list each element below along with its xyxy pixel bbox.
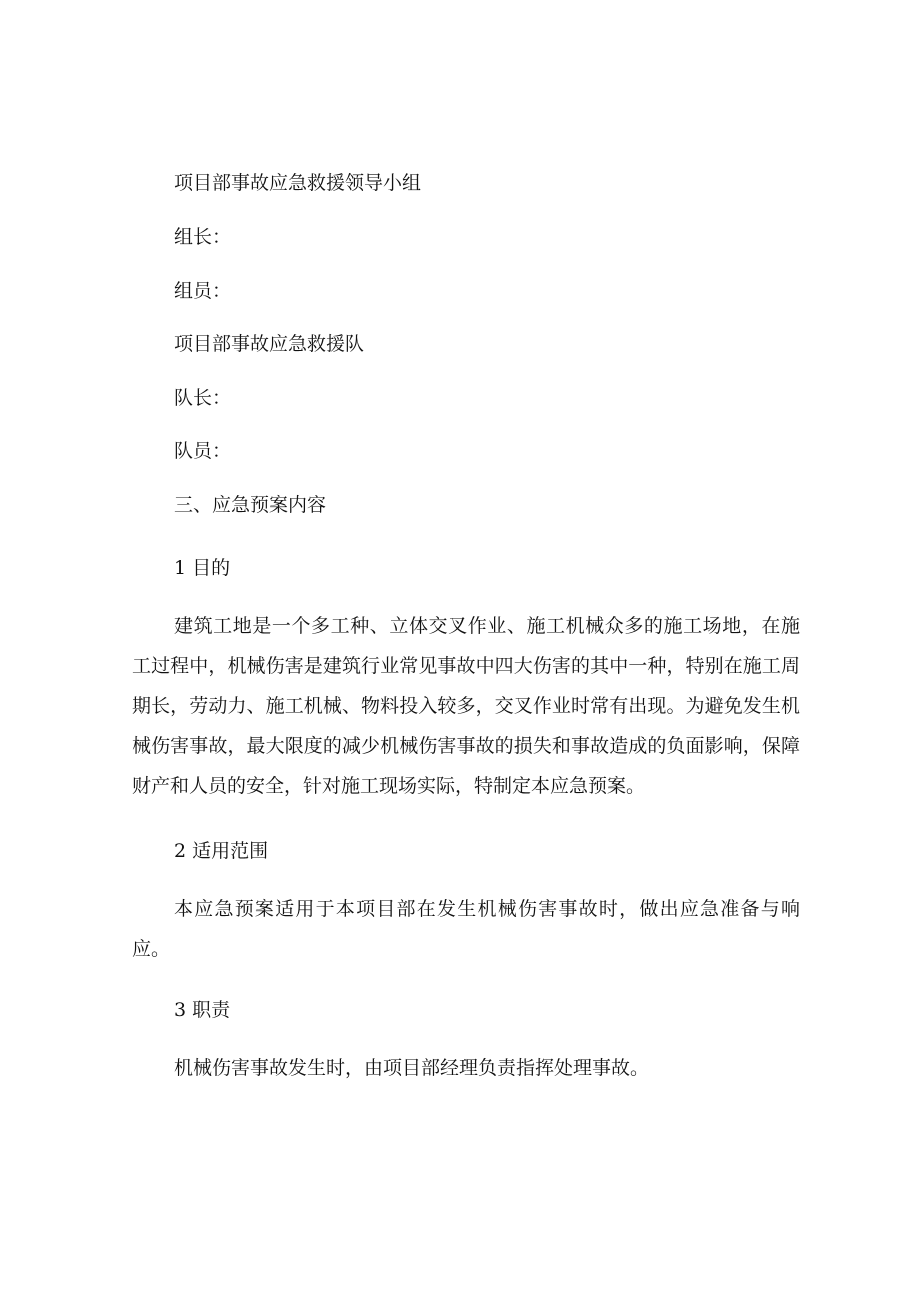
rescue-team-title: 项目部事故应急救援队 (174, 333, 365, 355)
duty-heading: 3 职责 (174, 999, 231, 1021)
purpose-paragraph: 建筑工地是一个多工种、立体交叉作业、施工机械众多的施工场地，在施工过程中，机械伤害是建筑行业常见事故中四大伤害的其中一种，特别在施工周期长，劳动力、施工机械、物料投入较多，交叉作业时常有出现。为避免发生机械伤害事故，最大限度的减少机械伤害事故的损失和事故造成的负面影响，保障财产和人员的安全，针对施工现场实际，特制定本应急预案。 (132, 615, 800, 797)
duty-paragraph: 机械伤害事故发生时，由项目部经理负责指挥处理事故。 (174, 1057, 650, 1079)
group-member-label: 组员： (174, 280, 232, 302)
team-leader-label: 队长： (174, 387, 232, 409)
purpose-heading: 1 目的 (174, 557, 231, 579)
leadership-group-title: 项目部事故应急救援领导小组 (174, 172, 422, 194)
scope-heading: 2 适用范围 (174, 840, 269, 862)
team-member-label: 队员： (174, 440, 232, 462)
group-leader-label: 组长： (174, 226, 232, 248)
section-three-heading: 三、应急预案内容 (174, 494, 327, 516)
scope-paragraph: 本应急预案适用于本项目部在发生机械伤害事故时，做出应急准备与响应。 (132, 898, 800, 960)
